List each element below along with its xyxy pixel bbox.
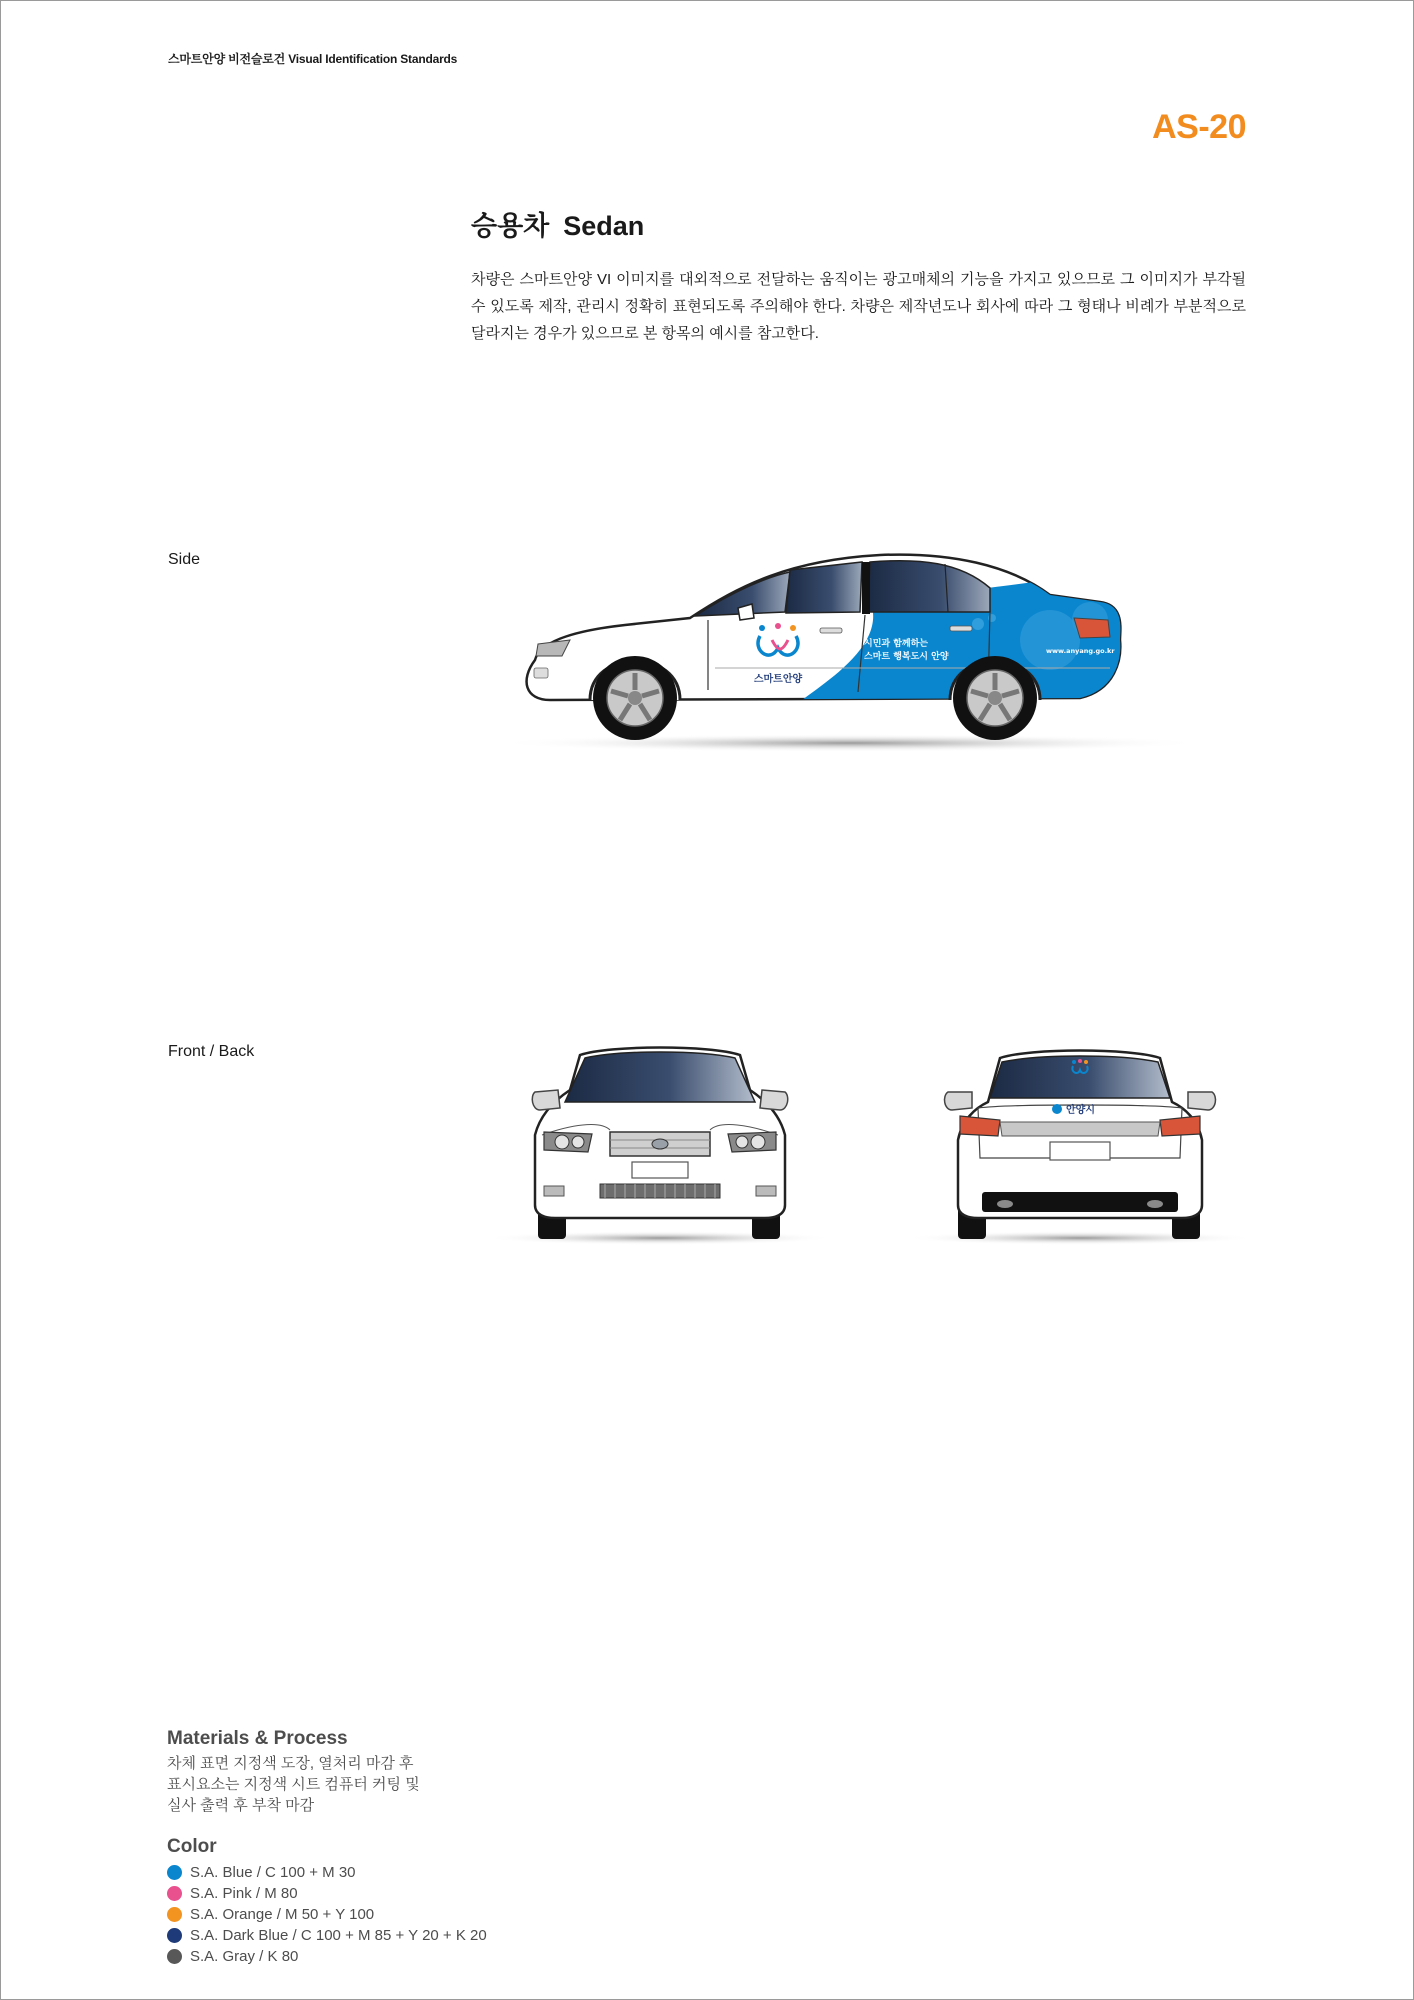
left-taillight [960,1116,1000,1136]
color-label: S.A. Orange / M 50 + Y 100 [190,1906,375,1923]
color-label: S.A. Blue / C 100 + M 30 [190,1864,356,1881]
title-english: Sedan [563,211,645,241]
rear-badge-text: 안양시 [1066,1105,1095,1116]
color-label: S.A. Dark Blue / C 100 + M 85 + Y 20 + K 20 [190,1927,487,1944]
right-mirror-front [760,1090,788,1110]
slogan-line-2: 스마트 행복도시 안양 [864,652,949,662]
sedan-back-view [900,1040,1260,1250]
ground-shadow [495,734,1205,752]
page-code: AS-20 [1152,108,1246,146]
front-plate [632,1162,688,1178]
color-title: Color [167,1836,217,1857]
right-exhaust [1147,1200,1163,1208]
website-text: www.anyang.go.kr [1046,647,1115,655]
section-description: 차량은 스마트안양 VI 이미지를 대외적으로 전달하는 움직이는 광고매체의 기능을 가지고 있으므로 그 이미지가 부각될 수 있도록 제작, 관리시 정확히 표현되도록 주의해야 한다. 차량은 제작년도나 회사에 따라 그 형태나 비례가 부분적으로 달라지는 경우가 있으므로 본 항목의 예시를 참고한다. [471,271,1246,342]
sedan-front-view [480,1040,840,1250]
section-title [471,204,644,243]
color-label: S.A. Gray / K 80 [190,1948,299,1965]
document-header: 스마트안양 비전슬로건 Visual Identification Standards [168,52,458,66]
front-windshield [565,1052,755,1102]
materials-line: 실사 출력 후 부착 마감 [167,1797,315,1814]
rear-plate [1050,1142,1110,1160]
front-door-window [786,562,862,613]
color-spec [167,1836,567,1967]
color-item [167,1883,567,1904]
color-item [167,1904,567,1925]
color-item [167,1946,567,1967]
left-headlight [544,1132,592,1152]
materials-process [167,1728,487,1816]
right-headlight [728,1132,776,1152]
title-korean: 승용차 [471,211,550,241]
color-swatch [167,1865,182,1880]
left-mirror-front [532,1090,560,1110]
left-exhaust [997,1200,1013,1208]
color-swatch [167,1886,182,1901]
sedan-side-view [490,540,1210,760]
slogan-line-1: 시민과 함께하는 [864,639,928,649]
color-swatch [167,1949,182,1964]
front-back-view-label: Front / Back [168,1043,255,1060]
materials-line: 표시요소는 지정색 시트 컴퓨터 커팅 및 [167,1776,420,1793]
color-label: S.A. Pink / M 80 [190,1885,298,1902]
color-swatch [167,1907,182,1922]
right-taillight [1160,1116,1200,1136]
rear-wheel [953,656,1037,740]
taillight-side [1074,618,1110,638]
color-item [167,1862,567,1883]
logo-text: 스마트안양 [753,674,803,685]
color-swatch [167,1928,182,1943]
materials-line: 차체 표면 지정색 도장, 열처리 마감 후 [167,1755,414,1772]
rear-badge-icon [1052,1104,1062,1114]
left-mirror-back [945,1092,972,1110]
side-view-label: Side [168,551,201,568]
color-item [167,1925,567,1946]
materials-title: Materials & Process [167,1728,348,1749]
front-wheel [593,656,677,740]
right-mirror-back [1188,1092,1215,1110]
